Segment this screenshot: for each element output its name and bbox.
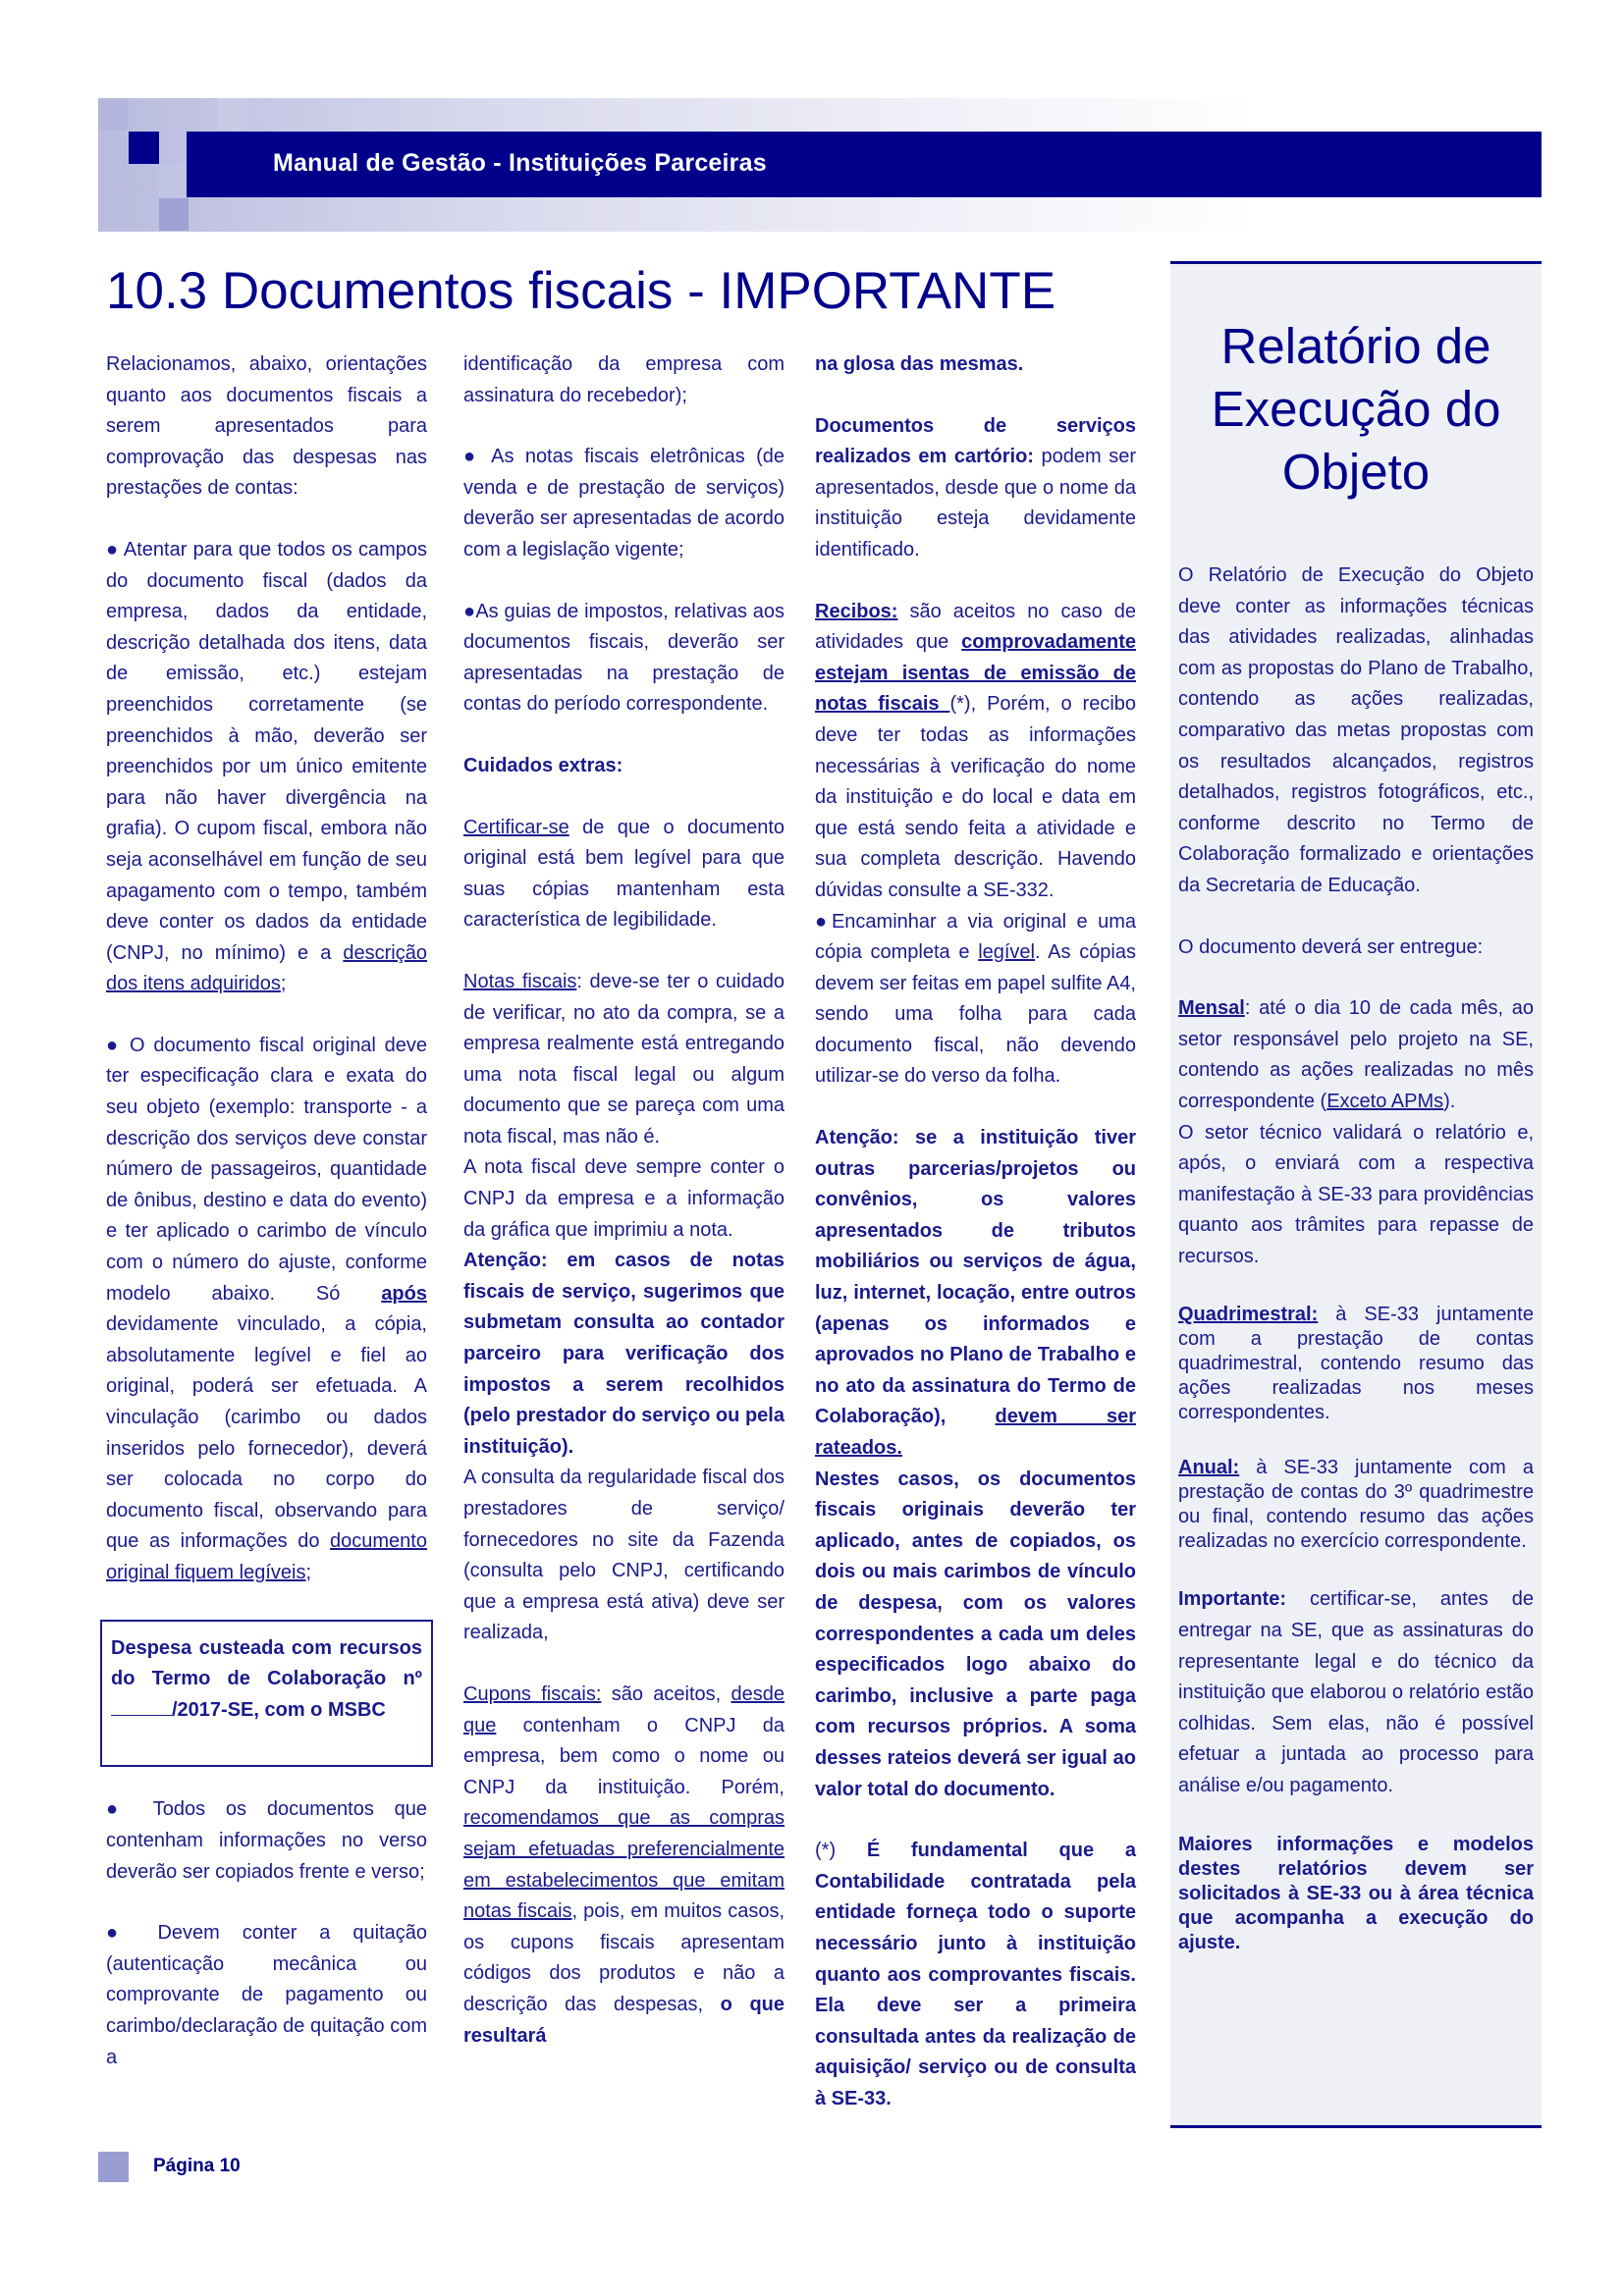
paragraph-identificacao: identificação da empresa com assinatura do recebedor); [463,353,785,406]
paragraph-notas-fiscais: Notas fiscais: deve-se ter o cuidado de verificar, no ato da compra, se a empresa realmente está entregando uma nota fiscal legal ou algum documento que se pareça com uma nota fiscal, mas não é. [463,970,785,1148]
cuidados-heading: Cuidados extras: [463,754,623,776]
bullet-icon: ● [106,538,124,561]
stamp-model-box: Despesa custeada com recursos do Termo de Colaboração nº /2017-SE, com o MSBC [100,1620,433,1768]
paragraph-recibos: Recibos: são aceitos no caso de atividades que comprovadamente estejam isentas de emissão de notas fiscais (*), Porém, o recibo deve ter todas as informações necessárias à verificação do nome da instituição e do local e data em que está sendo feita a atividade e sua completa descrição. Havendo dúvidas consulte a SE-332. [815,600,1137,901]
sidebar-entrega: O documento deverá ser entregue: [1178,935,1484,958]
bullet-guias: ●As guias de impostos, relativas aos documentos fiscais, deverão ser apresentadas na prestação de contas do período correspondente. [463,600,785,716]
header-decor-square [159,198,189,231]
header-decor-square [159,165,189,197]
header-decor-square [218,98,247,131]
paragraph-nestes-casos: Nestes casos, os documentos fiscais originais deverão ter aplicado, antes de copiados, os dois ou mais carimbos de vínculo de despesa, com os valores correspondentes a cada um deles especificados logo abaixo do carimbo, inclusive a parte paga com recursos próprios. A soma desses rateios deverá ser igual ao valor total do documento. [815,1468,1136,1800]
page-title: 10.3 Documentos fiscais - IMPORTANTE [106,262,1056,320]
page-number: Página 10 [153,2156,241,2176]
sidebar-importante: Importante: certificar-se, antes de entregar na SE, que as assinaturas do representante legal e do técnico da instituição que elaborou o relatório estão colhidas. Sem elas, não é possível efetuar a juntada ao processo para análise e/ou pagamento. [1178,1588,1534,1797]
sidebar-body [1178,561,1534,1955]
column-3 [815,349,1136,2114]
bullet-documento-original: ● O documento fiscal original deve ter especificação clara e exata do seu objeto (exemplo: transporte - a descrição dos serviços deve constar número de passageiros, quantidade de ônibus, destino e data do evento) e ter aplicado o carimbo de vínculo com o número do ajuste, conforme modelo abaixo. Só após devidamente vinculado, a cópia, absolutamente legível e fiel ao original, poderá ser efetuada. A vinculação (carimbo ou dados inseridos pelo fornecedor), deverá ser colocada no corpo do documento fiscal, observando para que as informações do documento original fiquem legíveis; [106,1034,428,1583]
sidebar-anual: Anual: à SE-33 juntamente com a prestação de contas do 3º quadrimestre ou final, contendo resumo das ações realizadas no exercício correspondente. [1178,1457,1534,1553]
sidebar-maiores-informacoes: Maiores informações e modelos destes relatórios devem ser solicitados à SE-33 ou à área técnica que acompanha a execução do ajuste. [1178,1833,1534,1953]
paragraph-glosa: na glosa das mesmas. [815,353,1024,375]
sidebar-mensal: Mensal: até o dia 10 de cada mês, ao setor responsável pelo projeto na SE, contendo as ações realizadas no mês correspondente (Exceto APMs). [1178,997,1534,1112]
bullet-icon: ● [106,1798,153,1821]
header-decor-square [129,132,159,164]
header-decor-square [98,98,128,131]
sidebar-relatorio [1170,261,1542,2128]
column-1 [106,349,427,2073]
sidebar-title: Relatório de Execução do Objeto [1211,318,1501,500]
paragraph-certificar: Certificar-se de que o documento original está bem legível para que suas cópias mantenham esta característica de legibilidade. [463,816,785,932]
intro-paragraph: Relacionamos, abaixo, orientações quanto aos documentos fiscais a serem apresentados para comprovação das despesas nas prestações de contas: [106,353,427,500]
paragraph-cupons: Cupons fiscais: são aceitos, desde que contenham o CNPJ da empresa, bem como o nome ou CNPJ da instituição. Porém, recomendamos que as compras sejam efetuadas preferencialmente em estabelecimentos que emitam notas fiscais, pois, em muitos casos, os cupons fiscais apresentam códigos dos produtos e não a descrição das despesas, o que resultará [463,1682,785,2047]
bullet-icon: ● [463,446,492,468]
paragraph-cartorio: Documentos de serviços realizados em cartório: podem ser apresentados, desde que o nome da instituição esteja devidamente identificado. [815,414,1136,561]
paragraph-atencao-rateio: Atenção: se a instituição tiver outras parcerias/projetos ou convênios, os valores apresentados de tributos mobiliários ou serviços de água, luz, internet, locação, entre outros (apenas os informados e aprovados no Plano de Trabalho e no ato da assinatura do Termo de Colaboração), devem ser rateados. [815,1127,1136,1459]
bullet-nfe: ● As notas fiscais eletrônicas (de venda e de prestação de serviços) deverão ser apresentadas de acordo com a legislação vigente; [463,446,785,561]
bullet-icon: ● [463,600,476,622]
paragraph-consulta: A consulta da regularidade fiscal dos prestadores de serviço/ fornecedores no site da Fazenda (consulta pelo CNPJ, certificando que a empresa está ativa) deve ser realizada, [463,1467,785,1644]
footer-square-icon [98,2152,129,2182]
paragraph-atencao-servico: Atenção: em casos de notas fiscais de serviço, sugerimos que submetam consulta ao contador parceiro para verificação dos impostos a serem recolhidos (pelo prestador do serviço ou pela instituição). [463,1250,785,1458]
sidebar-setor: O setor técnico validará o relatório e, após, o enviará com a respectiva manifestação à SE-33 para providências quanto aos trâmites para repasse de recursos. [1178,1121,1534,1267]
bullet-verso: ● Todos os documentos que contenham informações no verso deverão ser copiados frente e verso; [106,1798,427,1883]
bullet-encaminhar: ●Encaminhar a via original e uma cópia completa e legível. As cópias devem ser feitas em papel sulfite A4, sendo uma folha para cada documento fiscal, não devendo utilizar-se do verso da folha. [815,910,1136,1088]
blank-line [111,1697,172,1716]
paragraph-cnpj: A nota fiscal deve sempre conter o CNPJ da empresa e a informação da gráfica que imprimiu a nota. [463,1156,785,1241]
bullet-quitacao: ● Devem conter a quitação (autenticação mecânica ou comprovante de pagamento ou carimbo/declaração de quitação com a [106,1922,428,2068]
column-2 [463,349,785,2052]
bullet-icon: ● [106,1034,131,1056]
header-title: Manual de Gestão - Instituições Parceiras [273,149,767,177]
sidebar-intro: O Relatório de Execução do Objeto deve conter as informações técnicas das atividades realizadas, alinhadas com as propostas do Plano de Trabalho, contendo as ações realizadas, comparativo das metas propostas com os resultados alcançados, registros detalhados, registros fotográficos, etc., conforme descrito no Termo de Colaboração formalizado e orientações da Secretaria de Educação. [1178,564,1534,896]
bullet-icon: ● [106,1922,158,1945]
bullet-icon: ● [815,910,832,933]
sidebar-quadrimestral: Quadrimestral: à SE-33 juntamente com a prestação de contas quadrimestral, contendo resumo das ações realizadas nos meses correspondentes. [1178,1304,1534,1424]
paragraph-fundamental: (*) É fundamental que a Contabilidade contratada pela entidade forneça todo o suporte necessário junto à instituição quanto aos comprovantes fiscais. Ela deve ser a primeira consultada antes da realização de aquisição/ serviço ou de consulta à SE-33. [815,1840,1136,2109]
bullet-campos: ● Atentar para que todos os campos do documento fiscal (dados da empresa, dados da entidade, descrição detalhada dos itens, data de emissão, etc.) estejam preenchidos corretamente (se preenchidos à mão, deverão ser preenchidos por um único emitente para não haver divergência na grafia). O cupom fiscal, embora não seja aconselhável em função de seu apagamento com o tempo, também deve conter os dados da entidade (CNPJ, no mínimo) e a descrição dos itens adquiridos; [106,538,427,995]
header-bar [187,132,1542,197]
